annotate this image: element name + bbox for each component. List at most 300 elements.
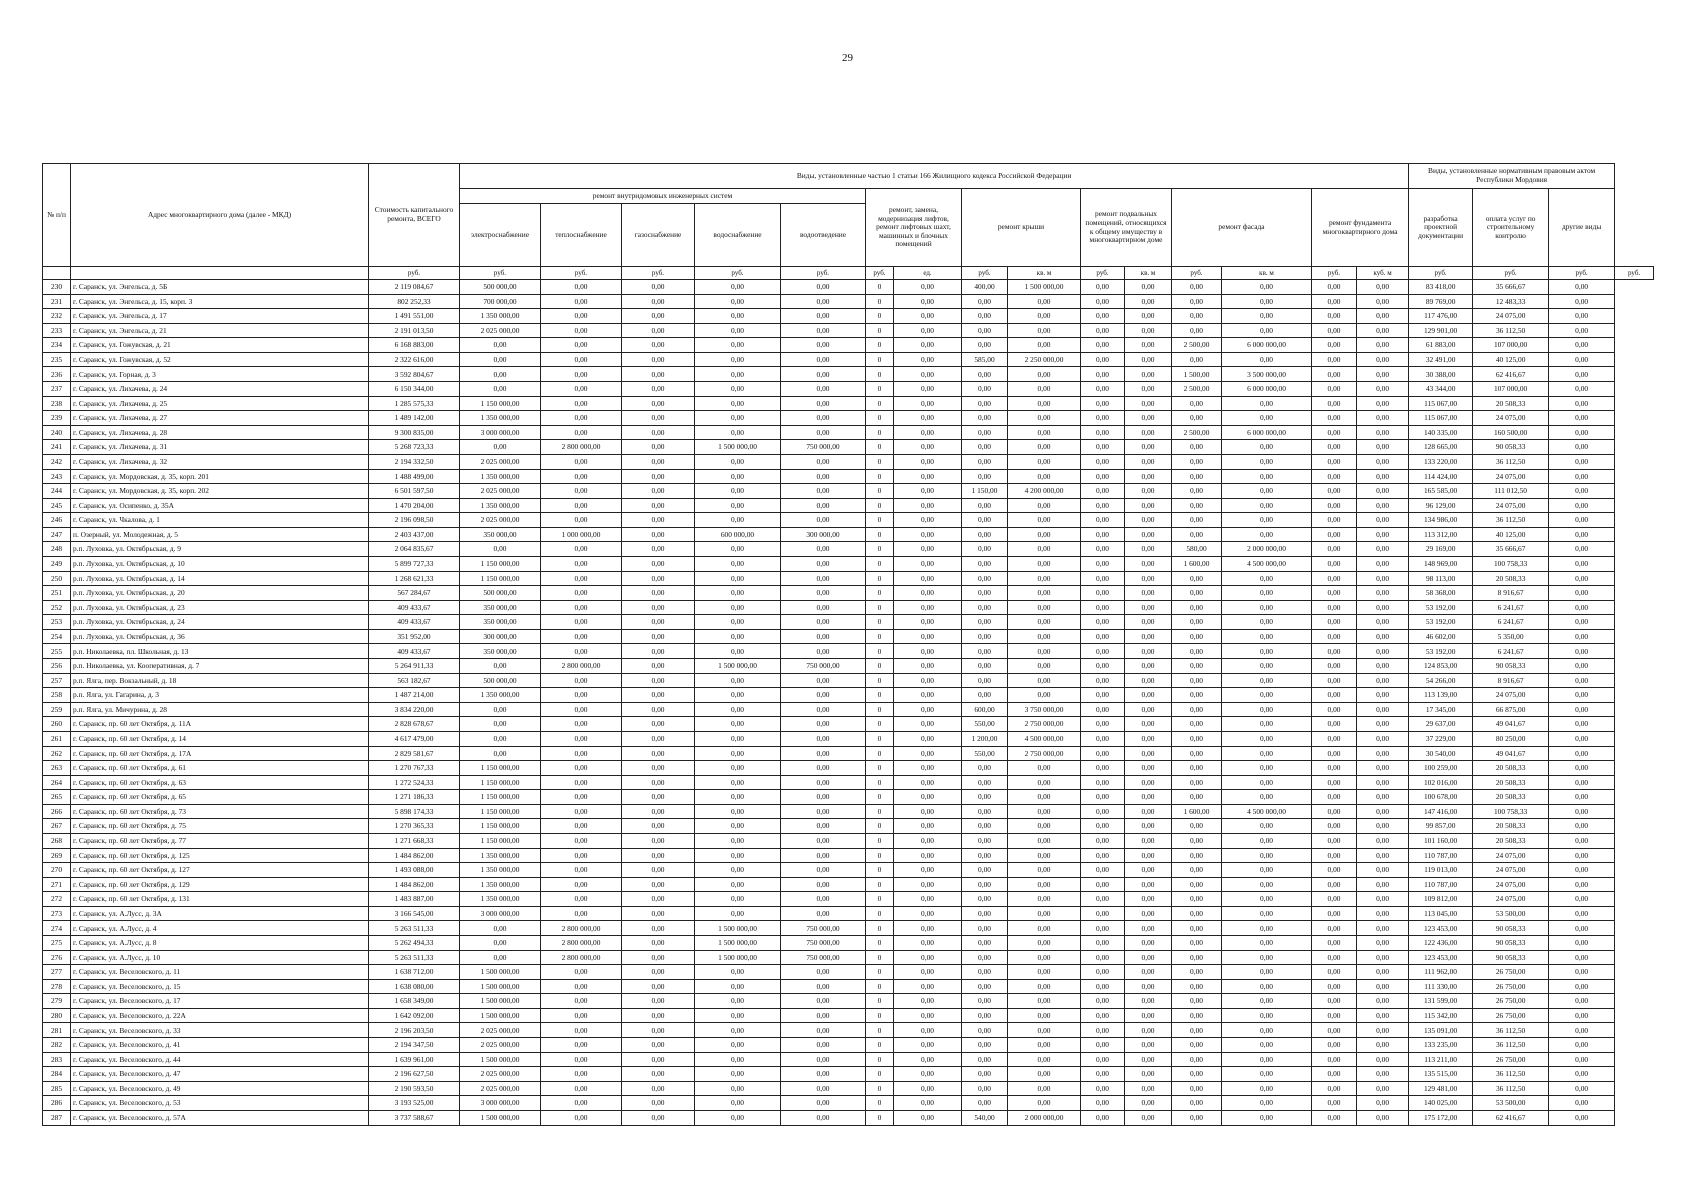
- value-cell: 0,00: [1357, 1052, 1409, 1067]
- value-cell: 0,00: [1222, 294, 1312, 309]
- value-cell: 6 000 000,00: [1222, 382, 1312, 397]
- table-row: [43, 819, 1654, 834]
- value-cell: 0,00: [962, 498, 1008, 513]
- value-cell: 0,00: [1549, 294, 1615, 309]
- value-cell: 8 916,67: [1473, 586, 1549, 601]
- value-cell: 24 075,00: [1473, 309, 1549, 324]
- value-cell: 0,00: [1549, 717, 1615, 732]
- value-cell: 30 388,00: [1409, 367, 1473, 382]
- value-cell: 0,00: [1357, 527, 1409, 542]
- value-cell: 0,00: [894, 731, 962, 746]
- value-cell: 0,00: [541, 833, 622, 848]
- value-cell: 0,00: [1172, 629, 1222, 644]
- value-cell: 135 515,00: [1409, 1067, 1473, 1082]
- value-cell: 0,00: [622, 659, 695, 674]
- table-row: [43, 309, 1654, 324]
- value-cell: 0,00: [962, 382, 1008, 397]
- value-cell: 131 599,00: [1409, 994, 1473, 1009]
- value-cell: 0,00: [1125, 1008, 1172, 1023]
- value-cell: 0: [866, 280, 894, 295]
- value-cell: 4 200 000,00: [1008, 484, 1081, 499]
- value-cell: 0,00: [1312, 1052, 1357, 1067]
- value-cell: 0,00: [1357, 1038, 1409, 1053]
- value-cell: 20 508,33: [1473, 396, 1549, 411]
- value-cell: 36 112,50: [1473, 513, 1549, 528]
- value-cell: 0,00: [1549, 629, 1615, 644]
- value-cell: 0,00: [541, 425, 622, 440]
- value-cell: 0,00: [1222, 1038, 1312, 1053]
- value-cell: 113 211,00: [1409, 1052, 1473, 1067]
- row-number: 249: [43, 556, 71, 571]
- value-cell: 3 000 000,00: [460, 425, 541, 440]
- value-cell: 90 058,33: [1473, 921, 1549, 936]
- value-cell: 20 508,33: [1473, 833, 1549, 848]
- value-cell: 0,00: [1312, 352, 1357, 367]
- value-cell: 0,00: [460, 382, 541, 397]
- row-number: 268: [43, 833, 71, 848]
- value-cell: 0,00: [894, 746, 962, 761]
- value-cell: 0,00: [1357, 1081, 1409, 1096]
- value-cell: 0,00: [1008, 309, 1081, 324]
- value-cell: 0,00: [1172, 1023, 1222, 1038]
- row-number: 261: [43, 731, 71, 746]
- value-cell: 0,00: [1222, 775, 1312, 790]
- address-cell: г. Саранск, ул. Энгельса, д. 17: [71, 309, 369, 324]
- value-cell: 0,00: [894, 936, 962, 951]
- value-cell: 0: [866, 484, 894, 499]
- value-cell: 26 750,00: [1473, 1052, 1549, 1067]
- value-cell: 0,00: [1081, 571, 1125, 586]
- value-cell: 0,00: [781, 484, 866, 499]
- value-cell: 0,00: [1357, 965, 1409, 980]
- row-number: 235: [43, 352, 71, 367]
- value-cell: 0,00: [1125, 542, 1172, 557]
- address-cell: г. Саранск, ул. Веселовского, д. 44: [71, 1052, 369, 1067]
- header-design: разработка проектной документации: [1409, 189, 1473, 267]
- value-cell: 0,00: [695, 498, 781, 513]
- table-row: [43, 702, 1654, 717]
- value-cell: 6 241,67: [1473, 600, 1549, 615]
- value-cell: 0,00: [1357, 513, 1409, 528]
- header-group-federal: Виды, установленные частью 1 статьи 166 Жилищного кодекса Российской Федерации: [460, 164, 1409, 189]
- value-cell: 0,00: [894, 1008, 962, 1023]
- value-cell: 0,00: [1312, 338, 1357, 353]
- value-cell: 0,00: [1357, 629, 1409, 644]
- value-cell: 0,00: [781, 673, 866, 688]
- value-cell: 0,00: [622, 294, 695, 309]
- value-cell: 3 500 000,00: [1222, 367, 1312, 382]
- value-cell: 0,00: [1549, 367, 1615, 382]
- value-cell: 0,00: [1549, 411, 1615, 426]
- row-number: 270: [43, 863, 71, 878]
- value-cell: 0,00: [622, 819, 695, 834]
- value-cell: 0,00: [1008, 1052, 1081, 1067]
- address-cell: р.п. Николаевка, пл. Школьная, д. 13: [71, 644, 369, 659]
- value-cell: 0,00: [695, 717, 781, 732]
- value-cell: 2 500,00: [1172, 425, 1222, 440]
- value-cell: 2 800 000,00: [541, 950, 622, 965]
- address-cell: г. Саранск, ул. Энгельса, д. 5Б: [71, 280, 369, 295]
- value-cell: 0: [866, 644, 894, 659]
- value-cell: 0,00: [1549, 280, 1615, 295]
- unit-cell: ед.: [894, 267, 962, 280]
- value-cell: 90 058,33: [1473, 659, 1549, 674]
- value-cell: 5 899 727,33: [369, 556, 460, 571]
- value-cell: 0: [866, 556, 894, 571]
- table-row: [43, 469, 1654, 484]
- value-cell: 1 350 000,00: [460, 309, 541, 324]
- value-cell: 0,00: [781, 600, 866, 615]
- address-cell: г. Саранск, ул. Гожувская, д. 21: [71, 338, 369, 353]
- value-cell: 2 064 835,67: [369, 542, 460, 557]
- value-cell: 0: [866, 892, 894, 907]
- value-cell: 0,00: [1125, 629, 1172, 644]
- value-cell: 2 025 000,00: [460, 1081, 541, 1096]
- header-gas: газоснабжение: [622, 204, 695, 267]
- value-cell: 351 952,00: [369, 629, 460, 644]
- table-row: [43, 556, 1654, 571]
- value-cell: 0,00: [1549, 615, 1615, 630]
- address-cell: р.п. Николаевка, ул. Кооперативная, д. 7: [71, 659, 369, 674]
- value-cell: 1 150 000,00: [460, 556, 541, 571]
- value-cell: 3 000 000,00: [460, 906, 541, 921]
- value-cell: 0,00: [1222, 586, 1312, 601]
- value-cell: 1 600,00: [1172, 556, 1222, 571]
- value-cell: 1 483 887,00: [369, 892, 460, 907]
- value-cell: 110 787,00: [1409, 848, 1473, 863]
- units-row: [43, 267, 1654, 280]
- row-number: 262: [43, 746, 71, 761]
- value-cell: 0,00: [1549, 454, 1615, 469]
- value-cell: 0,00: [695, 629, 781, 644]
- value-cell: 0,00: [894, 688, 962, 703]
- value-cell: 0,00: [1312, 775, 1357, 790]
- value-cell: 0,00: [1357, 1067, 1409, 1082]
- value-cell: 165 585,00: [1409, 484, 1473, 499]
- value-cell: 53 192,00: [1409, 615, 1473, 630]
- value-cell: 0,00: [622, 848, 695, 863]
- value-cell: 0,00: [541, 717, 622, 732]
- value-cell: 0,00: [962, 454, 1008, 469]
- value-cell: 0,00: [781, 352, 866, 367]
- value-cell: 0,00: [1549, 746, 1615, 761]
- value-cell: 0: [866, 294, 894, 309]
- value-cell: 6 501 597,50: [369, 484, 460, 499]
- value-cell: 0: [866, 542, 894, 557]
- value-cell: 0,00: [1357, 731, 1409, 746]
- value-cell: 0,00: [1549, 1038, 1615, 1053]
- value-cell: 0,00: [622, 411, 695, 426]
- value-cell: 0,00: [622, 1081, 695, 1096]
- value-cell: 0,00: [622, 644, 695, 659]
- value-cell: 0,00: [460, 731, 541, 746]
- value-cell: 0,00: [1312, 469, 1357, 484]
- value-cell: 0,00: [1008, 950, 1081, 965]
- value-cell: 0,00: [1222, 863, 1312, 878]
- value-cell: 0,00: [781, 382, 866, 397]
- value-cell: 2 025 000,00: [460, 1067, 541, 1082]
- value-cell: 2 000 000,00: [1222, 542, 1312, 557]
- value-cell: 1 500 000,00: [460, 979, 541, 994]
- value-cell: 409 433,67: [369, 615, 460, 630]
- value-cell: 99 857,00: [1409, 819, 1473, 834]
- value-cell: 0,00: [695, 280, 781, 295]
- value-cell: 0,00: [695, 513, 781, 528]
- value-cell: 0,00: [1008, 542, 1081, 557]
- value-cell: 0,00: [1357, 571, 1409, 586]
- value-cell: 0,00: [894, 615, 962, 630]
- value-cell: 0,00: [781, 731, 866, 746]
- value-cell: 0,00: [622, 425, 695, 440]
- value-cell: 0,00: [1125, 571, 1172, 586]
- header-subgroup-engineering: ремонт внутридомовых инженерных систем: [460, 189, 866, 204]
- table-row: [43, 877, 1654, 892]
- value-cell: 1 150 000,00: [460, 775, 541, 790]
- value-cell: 0: [866, 382, 894, 397]
- value-cell: 0,00: [1312, 936, 1357, 951]
- value-cell: 0,00: [894, 469, 962, 484]
- address-cell: г. Саранск, ул. А.Лусс, д. 10: [71, 950, 369, 965]
- value-cell: 0,00: [1357, 498, 1409, 513]
- value-cell: 0,00: [894, 411, 962, 426]
- value-cell: 0,00: [1081, 280, 1125, 295]
- address-cell: г. Саранск, ул. Мордовская, д. 35, корп. 201: [71, 469, 369, 484]
- value-cell: 0,00: [962, 877, 1008, 892]
- value-cell: 2 025 000,00: [460, 484, 541, 499]
- value-cell: 0,00: [781, 469, 866, 484]
- value-cell: 0,00: [894, 367, 962, 382]
- value-cell: 500 000,00: [460, 586, 541, 601]
- value-cell: 0,00: [1549, 761, 1615, 776]
- value-cell: 111 962,00: [1409, 965, 1473, 980]
- value-cell: 0,00: [1081, 994, 1125, 1009]
- value-cell: 0,00: [1357, 936, 1409, 951]
- value-cell: 35 666,67: [1473, 542, 1549, 557]
- value-cell: 20 508,33: [1473, 571, 1549, 586]
- value-cell: 0,00: [1081, 586, 1125, 601]
- value-cell: 0,00: [1008, 513, 1081, 528]
- value-cell: 2 800 000,00: [541, 659, 622, 674]
- address-cell: р.п. Луховка, ул. Октябрьская, д. 20: [71, 586, 369, 601]
- value-cell: 0,00: [622, 352, 695, 367]
- value-cell: 0,00: [1125, 294, 1172, 309]
- value-cell: 300 000,00: [781, 527, 866, 542]
- value-cell: 0,00: [962, 469, 1008, 484]
- value-cell: 0,00: [695, 367, 781, 382]
- value-cell: 0,00: [1081, 615, 1125, 630]
- value-cell: 0,00: [962, 513, 1008, 528]
- table-row: [43, 746, 1654, 761]
- value-cell: 0,00: [781, 965, 866, 980]
- value-cell: 0,00: [1081, 352, 1125, 367]
- value-cell: 0,00: [1125, 717, 1172, 732]
- value-cell: 0,00: [962, 1096, 1008, 1111]
- value-cell: 0,00: [1222, 571, 1312, 586]
- address-cell: г. Саранск, пр. 60 лет Октября, д. 129: [71, 877, 369, 892]
- value-cell: 0: [866, 848, 894, 863]
- value-cell: 0,00: [622, 790, 695, 805]
- value-cell: 115 067,00: [1409, 411, 1473, 426]
- header-total: Стоимость капитального ремонта, ВСЕГО: [369, 164, 460, 267]
- value-cell: 140 335,00: [1409, 425, 1473, 440]
- value-cell: 580,00: [1172, 542, 1222, 557]
- value-cell: 0,00: [1549, 775, 1615, 790]
- value-cell: 119 013,00: [1409, 863, 1473, 878]
- value-cell: 0,00: [1357, 994, 1409, 1009]
- value-cell: 0,00: [1549, 542, 1615, 557]
- value-cell: 0,00: [1081, 761, 1125, 776]
- value-cell: 0,00: [894, 294, 962, 309]
- value-cell: 0,00: [622, 717, 695, 732]
- value-cell: 0,00: [1081, 484, 1125, 499]
- address-cell: г. Саранск, ул. Веселовского, д. 15: [71, 979, 369, 994]
- value-cell: 0: [866, 411, 894, 426]
- value-cell: 0,00: [1357, 659, 1409, 674]
- value-cell: 0,00: [1549, 338, 1615, 353]
- value-cell: 0,00: [541, 586, 622, 601]
- value-cell: 0,00: [1172, 1081, 1222, 1096]
- value-cell: 0,00: [962, 294, 1008, 309]
- value-cell: 0,00: [622, 761, 695, 776]
- value-cell: 0,00: [1312, 1081, 1357, 1096]
- address-cell: г. Саранск, пр. 60 лет Октября, д. 14: [71, 731, 369, 746]
- table-body: [43, 280, 1654, 1126]
- value-cell: 2 800 000,00: [541, 936, 622, 951]
- value-cell: 0,00: [1357, 425, 1409, 440]
- value-cell: 0,00: [781, 1081, 866, 1096]
- value-cell: 0,00: [1125, 323, 1172, 338]
- value-cell: 0,00: [1008, 1067, 1081, 1082]
- value-cell: 0: [866, 1081, 894, 1096]
- value-cell: 0,00: [1008, 877, 1081, 892]
- page-number: 29: [842, 52, 853, 64]
- value-cell: 0,00: [1312, 411, 1357, 426]
- address-cell: г. Саранск, ул. Лихачева, д. 27: [71, 411, 369, 426]
- value-cell: 0,00: [781, 280, 866, 295]
- value-cell: 0,00: [1222, 396, 1312, 411]
- value-cell: 0,00: [1008, 819, 1081, 834]
- value-cell: 29 169,00: [1409, 542, 1473, 557]
- value-cell: 0,00: [781, 1067, 866, 1082]
- table-row: [43, 921, 1654, 936]
- value-cell: 0,00: [1222, 761, 1312, 776]
- value-cell: 0,00: [1008, 659, 1081, 674]
- value-cell: 0: [866, 833, 894, 848]
- value-cell: 24 075,00: [1473, 688, 1549, 703]
- value-cell: 0,00: [1081, 1038, 1125, 1053]
- value-cell: 0,00: [1222, 484, 1312, 499]
- value-cell: 0,00: [962, 1023, 1008, 1038]
- row-number: 285: [43, 1081, 71, 1096]
- value-cell: 0,00: [894, 425, 962, 440]
- address-cell: г. Саранск, ул. Лихачева, д. 32: [71, 454, 369, 469]
- value-cell: 0,00: [781, 586, 866, 601]
- value-cell: 0,00: [541, 323, 622, 338]
- table-row: [43, 717, 1654, 732]
- value-cell: 0,00: [894, 994, 962, 1009]
- value-cell: 107 000,00: [1473, 338, 1549, 353]
- value-cell: 0,00: [1312, 586, 1357, 601]
- value-cell: 0: [866, 775, 894, 790]
- value-cell: 0,00: [541, 1081, 622, 1096]
- value-cell: 0,00: [695, 877, 781, 892]
- value-cell: 0,00: [781, 892, 866, 907]
- value-cell: 1 658 349,00: [369, 994, 460, 1009]
- value-cell: 0,00: [1222, 309, 1312, 324]
- value-cell: 0,00: [541, 906, 622, 921]
- header-other: другие виды: [1549, 189, 1615, 267]
- value-cell: 0,00: [695, 309, 781, 324]
- value-cell: 0,00: [1081, 527, 1125, 542]
- value-cell: 0,00: [894, 338, 962, 353]
- value-cell: 0,00: [1549, 804, 1615, 819]
- address-cell: г. Саранск, ул. Осипенко, д. 35А: [71, 498, 369, 513]
- value-cell: 0,00: [962, 979, 1008, 994]
- value-cell: 0,00: [1549, 513, 1615, 528]
- address-cell: г. Саранск, ул. Энгельса, д. 21: [71, 323, 369, 338]
- value-cell: 0,00: [622, 877, 695, 892]
- value-cell: 0,00: [1172, 600, 1222, 615]
- value-cell: 0: [866, 877, 894, 892]
- row-number: 232: [43, 309, 71, 324]
- value-cell: 0,00: [1357, 1008, 1409, 1023]
- value-cell: 0,00: [962, 659, 1008, 674]
- value-cell: 0,00: [1222, 979, 1312, 994]
- row-number: 245: [43, 498, 71, 513]
- value-cell: 114 424,00: [1409, 469, 1473, 484]
- value-cell: 2 750 000,00: [1008, 717, 1081, 732]
- value-cell: 0,00: [622, 280, 695, 295]
- value-cell: 66 875,00: [1473, 702, 1549, 717]
- value-cell: 0,00: [781, 877, 866, 892]
- unit-cell: руб.: [1549, 267, 1615, 280]
- value-cell: 0,00: [1008, 425, 1081, 440]
- value-cell: 1 350 000,00: [460, 863, 541, 878]
- value-cell: 0,00: [1549, 571, 1615, 586]
- value-cell: 0,00: [695, 994, 781, 1009]
- value-cell: 0,00: [695, 600, 781, 615]
- value-cell: 0,00: [1549, 1023, 1615, 1038]
- value-cell: 0,00: [781, 848, 866, 863]
- row-number: 271: [43, 877, 71, 892]
- value-cell: 0,00: [1549, 994, 1615, 1009]
- value-cell: 0,00: [1312, 994, 1357, 1009]
- value-cell: 0: [866, 425, 894, 440]
- value-cell: 0,00: [1125, 731, 1172, 746]
- value-cell: 0,00: [962, 1052, 1008, 1067]
- value-cell: 0,00: [1222, 644, 1312, 659]
- value-cell: 0,00: [460, 352, 541, 367]
- value-cell: 0,00: [1312, 819, 1357, 834]
- value-cell: 0,00: [1357, 921, 1409, 936]
- value-cell: 0,00: [541, 1096, 622, 1111]
- value-cell: 123 453,00: [1409, 950, 1473, 965]
- value-cell: 0,00: [1222, 1008, 1312, 1023]
- value-cell: 0,00: [781, 571, 866, 586]
- value-cell: 0,00: [1222, 527, 1312, 542]
- value-cell: 0,00: [1222, 352, 1312, 367]
- value-cell: 0,00: [695, 819, 781, 834]
- header-facade: ремонт фасада: [1172, 189, 1312, 267]
- unit-cell: руб.: [1409, 267, 1473, 280]
- value-cell: 80 250,00: [1473, 731, 1549, 746]
- row-number: 260: [43, 717, 71, 732]
- value-cell: 0,00: [1008, 1008, 1081, 1023]
- value-cell: 0,00: [622, 921, 695, 936]
- value-cell: 24 075,00: [1473, 863, 1549, 878]
- value-cell: 0,00: [1125, 1067, 1172, 1082]
- value-cell: 0,00: [622, 965, 695, 980]
